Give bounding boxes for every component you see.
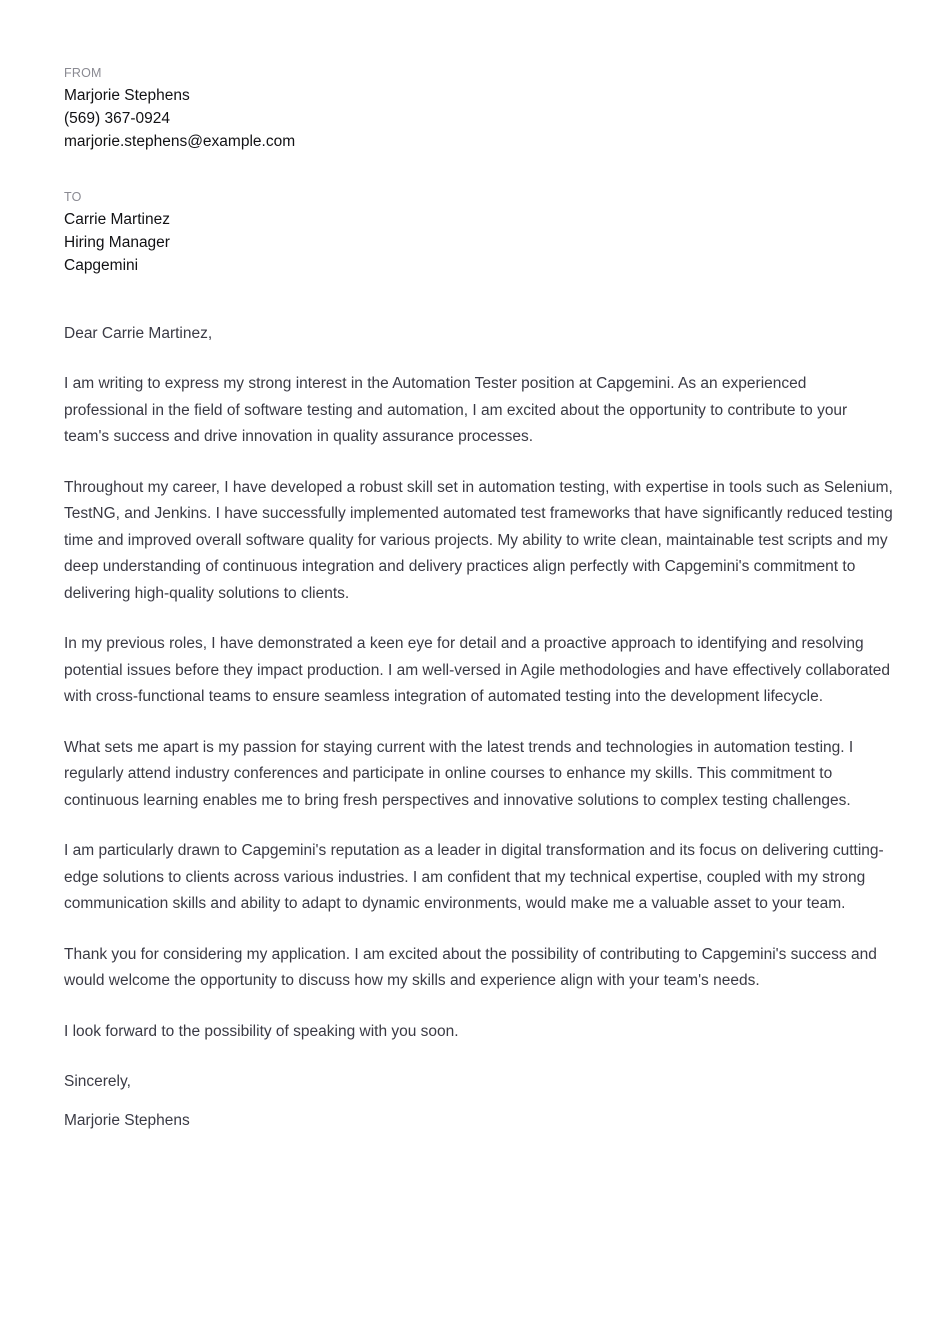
recipient-name: Carrie Martinez	[64, 211, 170, 228]
paragraph: I am particularly drawn to Capgemini's reputation as a leader in digital transformation and its focus on delivering cutting-edge solutions to clients across various industries. I am confident that my technical expertise, coupled with my strong communication skills and ability to adapt to dynamic environments, would make me a valuable asset to your team.	[64, 842, 884, 912]
sender-phone: (569) 367-0924	[64, 110, 170, 127]
paragraph: I look forward to the possibility of speaking with you soon.	[64, 1022, 459, 1040]
paragraph: I am writing to express my strong interest in the Automation Tester position at Capgemini. As an experienced professional in the field of software testing and automation, I am excited about the opportunity to contribute to your team's success and drive innovation in quality assurance processes.	[64, 375, 848, 445]
sender-email: marjorie.stephens@example.com	[64, 133, 296, 150]
signature: Marjorie Stephens	[64, 1112, 190, 1129]
salutation: Dear Carrie Martinez,	[64, 325, 213, 342]
sender-name: Marjorie Stephens	[64, 87, 190, 104]
letter-body	[64, 321, 894, 1134]
paragraph: Thank you for considering my application. I am excited about the possibility of contributing to Capgemini's success and would welcome the opportunity to discuss how my skills and experience align with your team's needs.	[64, 945, 877, 989]
recipient-title: Hiring Manager	[64, 234, 170, 251]
recipient-label: TO	[64, 190, 82, 204]
recipient-block	[64, 188, 894, 277]
closing: Sincerely,	[64, 1073, 131, 1090]
recipient-company: Capgemini	[64, 257, 139, 274]
sender-block	[64, 64, 894, 153]
paragraph: What sets me apart is my passion for staying current with the latest trends and technologies in automation testing. I regularly attend industry conferences and participate in online courses to enhance my skills. This commitment to continuous learning enables me to bring fresh perspectives and innovative solutions to complex testing challenges.	[64, 738, 854, 809]
paragraph: In my previous roles, I have demonstrated a keen eye for detail and a proactive approach to identifying and resolving potential issues before they impact production. I am well-versed in Agile methodologies and have effectively collaborated with cross-functional teams to ensure seamless integration of automated testing into the development lifecycle.	[64, 635, 890, 705]
sender-label: FROM	[64, 66, 102, 80]
paragraph: Throughout my career, I have developed a robust skill set in automation testing, with expertise in tools such as Selenium, TestNG, and Jenkins. I have successfully implemented automated test frameworks that have significantly reduced testing time and improved overall software quality for various projects. My ability to write clean, maintainable test scripts and my deep understanding of continuous integration and delivery practices align perfectly with Capgemini's commitment to delivering high-quality solutions to clients.	[64, 478, 893, 602]
